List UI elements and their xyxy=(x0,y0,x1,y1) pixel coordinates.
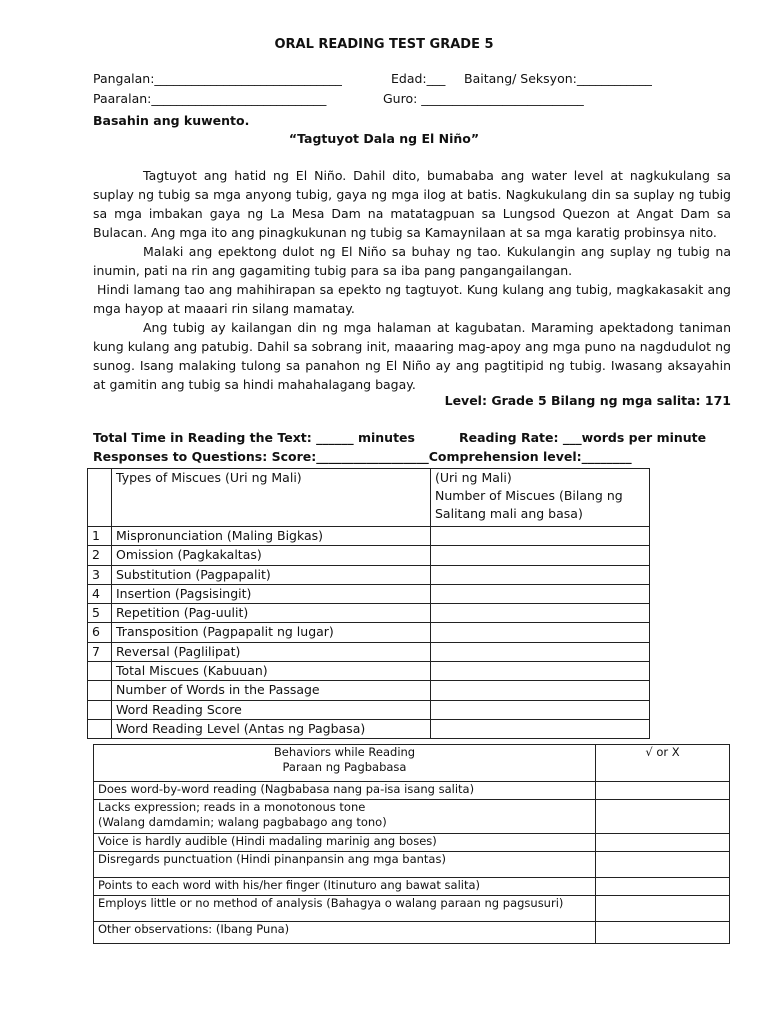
miscue-count-cell[interactable] xyxy=(431,565,650,584)
miscue-type: Insertion (Pagsisingit) xyxy=(112,584,431,603)
behavior-label xyxy=(94,922,596,944)
reading-rate: Reading Rate: ___words per minute xyxy=(459,430,707,445)
miscue-number: 7 xyxy=(88,642,112,661)
miscue-header-right-line: Number of Miscues (Bilang ng xyxy=(435,488,623,503)
behavior-mark-cell[interactable] xyxy=(596,852,730,878)
responses-line: Responses to Questions: Score:__________________Comprehension level:________ xyxy=(93,449,632,464)
behavior-label-line: Disregards punctuation (Hindi pinanpansin ang mga bantas) xyxy=(98,852,446,866)
behavior-label-line: Points to each word with his/her finger (Itinuturo ang bawat salita) xyxy=(98,878,481,892)
behavior-label xyxy=(94,852,596,878)
miscue-row xyxy=(88,700,650,719)
miscue-type: Repetition (Pag-uulit) xyxy=(112,604,431,623)
miscue-header-right xyxy=(431,469,650,527)
miscue-count-cell[interactable] xyxy=(431,546,650,565)
behavior-table xyxy=(93,744,730,944)
story-paragraph: Tagtuyot ang hatid ng El Niño. Dahil dito, bumababa ang water level at nagkukulang sa suplay ng tubig sa mga anyong tubig, gaya ng mga ilog at batis. Nagkukulang din sa suplay ng tubig sa mga imbakan gaya ng La Mesa Dam na matatagpuan sa Lungsod Quezon at Angat Dam sa Bulacan. Ang mga ito ang pinagkukunan ng tubig sa Kamaynilaan at sa mga karatig probinsya nito. xyxy=(93,168,731,240)
miscue-row xyxy=(88,565,650,584)
miscue-number: 5 xyxy=(88,604,112,623)
miscue-type: Substitution (Pagpapalit) xyxy=(112,565,431,584)
school-field[interactable]: Paaralan:____________________________ xyxy=(93,91,327,106)
miscue-number: 3 xyxy=(88,565,112,584)
miscue-number: 4 xyxy=(88,584,112,603)
miscue-count-cell[interactable] xyxy=(431,527,650,546)
grade-section-field[interactable]: Baitang/ Seksyon:____________ xyxy=(464,71,652,86)
behavior-header-line: Paraan ng Pagbabasa xyxy=(282,760,407,774)
reading-time: Total Time in Reading the Text: ______ minutes xyxy=(93,430,415,445)
miscue-row xyxy=(88,584,650,603)
miscue-number xyxy=(88,719,112,738)
behavior-mark-cell[interactable] xyxy=(596,800,730,834)
behavior-label xyxy=(94,800,596,834)
behavior-row xyxy=(94,834,730,852)
story-paragraph: Ang tubig ay kailangan din ng mga halaman at kagubatan. Maraming apektadong taniman kung kulang ang patubig. Dahil sa sobrang init, maaaring mag-apoy ang mga puno na nagdudulot ng sunog. Isang malaking tulong sa panahon ng El Niño ay ang pagtitipid ng tubig. Iwasang aksayahin at gamitin ang tubig sa hindi mahahalagang bagay. xyxy=(93,320,731,392)
behavior-label-line: (Walang damdamin; walang pagbabago ang tono) xyxy=(98,815,387,829)
instruction: Basahin ang kuwento. xyxy=(93,113,250,128)
behavior-label-line: Employs little or no method of analysis (Bahagya o walang paraan ng pagsusuri) xyxy=(98,896,564,910)
behavior-label-line: Other observations: (Ibang Puna) xyxy=(98,922,290,936)
behavior-row xyxy=(94,896,730,922)
miscue-type: Total Miscues (Kabuuan) xyxy=(112,662,431,681)
miscue-count-cell[interactable] xyxy=(431,719,650,738)
behavior-row xyxy=(94,878,730,896)
miscue-number xyxy=(88,700,112,719)
miscue-row xyxy=(88,527,650,546)
miscue-count-cell[interactable] xyxy=(431,623,650,642)
miscue-row xyxy=(88,623,650,642)
miscue-number xyxy=(88,681,112,700)
miscue-count-cell[interactable] xyxy=(431,681,650,700)
miscue-count-cell[interactable] xyxy=(431,700,650,719)
behavior-mark-header: √ or X xyxy=(596,745,730,782)
miscue-header-right-line: (Uri ng Mali) xyxy=(435,470,512,485)
miscue-type: Number of Words in the Passage xyxy=(112,681,431,700)
miscue-type: Transposition (Pagpapalit ng lugar) xyxy=(112,623,431,642)
behavior-row xyxy=(94,782,730,800)
behavior-row xyxy=(94,852,730,878)
miscue-count-cell[interactable] xyxy=(431,662,650,681)
miscue-header-num xyxy=(88,469,112,527)
behavior-label-line: Does word-by-word reading (Nagbabasa nang pa-isa isang salita) xyxy=(98,782,475,796)
behavior-label xyxy=(94,834,596,852)
behavior-label xyxy=(94,782,596,800)
miscue-type: Word Reading Level (Antas ng Pagbasa) xyxy=(112,719,431,738)
miscue-number: 1 xyxy=(88,527,112,546)
name-field[interactable]: Pangalan:______________________________ xyxy=(93,71,342,86)
behavior-label-line: Voice is hardly audible (Hindi madaling marinig ang boses) xyxy=(98,834,437,848)
miscue-type: Omission (Pagkakaltas) xyxy=(112,546,431,565)
behavior-mark-cell[interactable] xyxy=(596,834,730,852)
miscue-number xyxy=(88,662,112,681)
behavior-header-line: Behaviors while Reading xyxy=(273,745,416,759)
miscue-table xyxy=(87,468,650,739)
behavior-mark-cell[interactable] xyxy=(596,782,730,800)
page-title: ORAL READING TEST GRADE 5 xyxy=(274,37,494,52)
miscue-row xyxy=(88,681,650,700)
story-title: “Tagtuyot Dala ng El Niño” xyxy=(288,131,480,146)
miscue-type: Reversal (Paglilipat) xyxy=(112,642,431,661)
miscue-row xyxy=(88,546,650,565)
miscue-number: 6 xyxy=(88,623,112,642)
miscue-row xyxy=(88,642,650,661)
level-line: Level: Grade 5 Bilang ng mga salita: 171 xyxy=(444,393,731,408)
behavior-label-line: Lacks expression; reads in a monotonous tone xyxy=(98,800,366,814)
behavior-mark-cell[interactable] xyxy=(596,878,730,896)
miscue-row xyxy=(88,662,650,681)
miscue-type: Mispronunciation (Maling Bigkas) xyxy=(112,527,431,546)
miscue-count-cell[interactable] xyxy=(431,584,650,603)
behavior-mark-cell[interactable] xyxy=(596,922,730,944)
behavior-header xyxy=(94,745,596,782)
miscue-number: 2 xyxy=(88,546,112,565)
story-paragraph: Malaki ang epektong dulot ng El Niño sa buhay ng tao. Kukulangin ang suplay ng tubig na inumin, pati na rin ang gagamiting tubig para sa iba pang pangangailangan. xyxy=(93,244,731,278)
miscue-row xyxy=(88,719,650,738)
teacher-field[interactable]: Guro: __________________________ xyxy=(383,91,584,106)
story-paragraph: Hindi lamang tao ang mahihirapan sa epekto ng tagtuyot. Kung kulang ang tubig, magkakasakit ang mga hayop at maaari rin silang mamatay. xyxy=(93,282,731,316)
miscue-row xyxy=(88,604,650,623)
miscue-header-right-line: Salitang mali ang basa) xyxy=(435,506,583,521)
behavior-label xyxy=(94,896,596,922)
behavior-row xyxy=(94,922,730,944)
miscue-count-cell[interactable] xyxy=(431,604,650,623)
age-field[interactable]: Edad:___ xyxy=(391,71,446,86)
behavior-label xyxy=(94,878,596,896)
miscue-header-left: Types of Miscues (Uri ng Mali) xyxy=(112,469,431,527)
behavior-row xyxy=(94,800,730,834)
miscue-type: Word Reading Score xyxy=(112,700,431,719)
behavior-mark-cell[interactable] xyxy=(596,896,730,922)
miscue-count-cell[interactable] xyxy=(431,642,650,661)
